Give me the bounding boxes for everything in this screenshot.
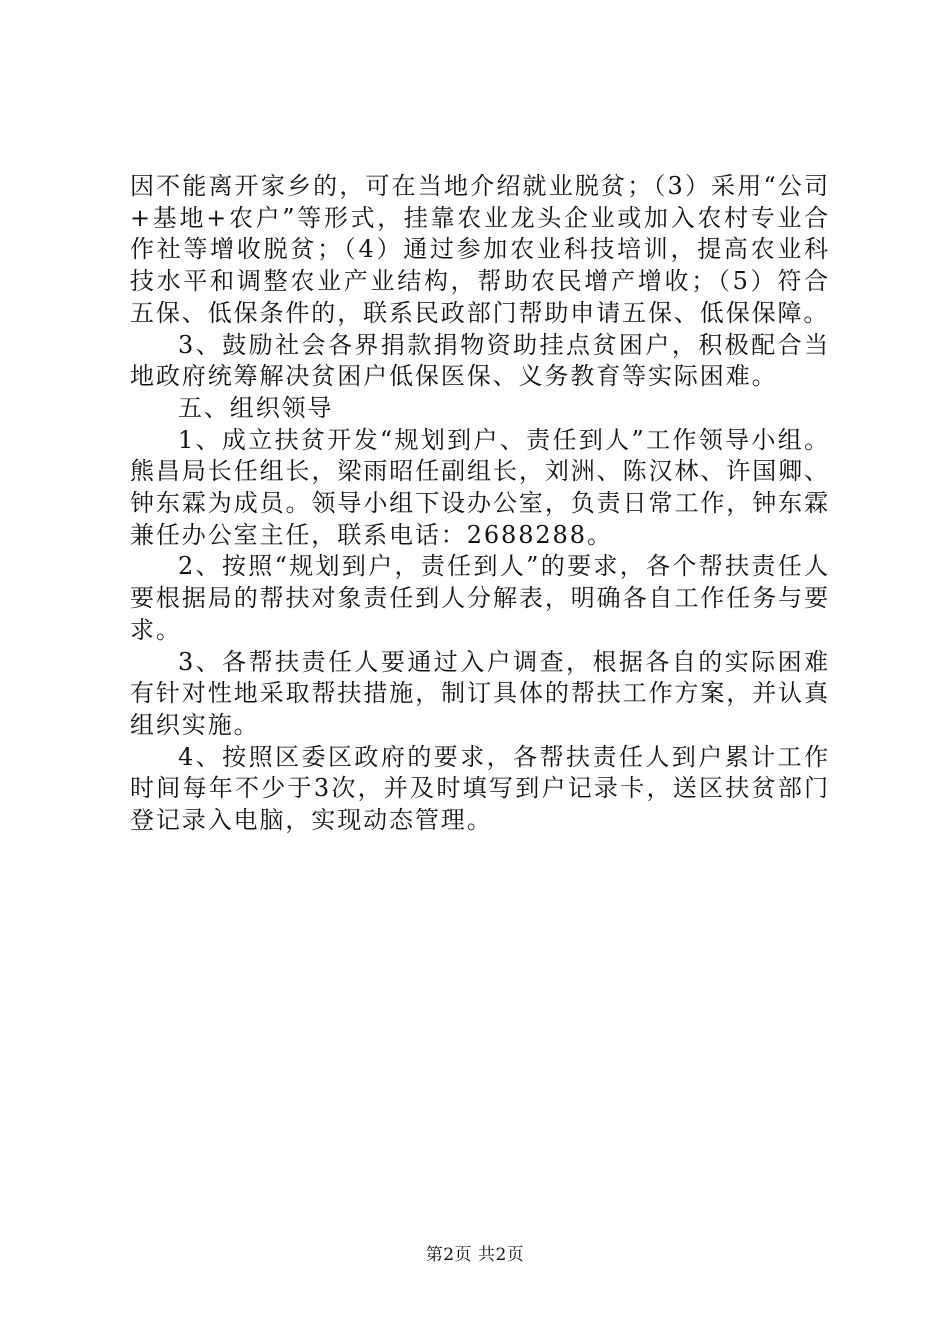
paragraph-item-3-household-survey: 3、各帮扶责任人要通过入户调查，根据各自的实际困难有针对性地采取帮扶措施，制订具体的帮扶工作方案，并认真组织实施。 bbox=[130, 647, 830, 739]
paragraph-item-3-social-donation: 3、鼓励社会各界捐款捐物资助挂点贫困户，积极配合当地政府统筹解决贫困户低保医保、义务教育等实际困难。 bbox=[130, 330, 830, 391]
document-body bbox=[130, 171, 830, 837]
paragraph-item-2-requirements: 2、按照“规划到户，责任到人”的要求，各个帮扶责任人要根据局的帮扶对象责任到人分解表，明确各自工作任务与要求。 bbox=[130, 552, 830, 644]
page-number-footer: 第2页 共2页 bbox=[425, 1245, 525, 1265]
section-heading-organization-leadership: 五、组织领导 bbox=[178, 393, 334, 422]
paragraph-item-4-visit-records: 4、按照区委区政府的要求，各帮扶责任人到户累计工作时间每年不少于3次，并及时填写到户记录卡，送区扶贫部门登记录入电脑，实现动态管理。 bbox=[130, 742, 830, 835]
paragraph-continued: 因不能离开家乡的，可在当地介绍就业脱贫；（3）采用“公司+基地+农户”等形式，挂靠农业龙头企业或加入农村专业合作社等增收脱贫；（4）通过参加农业科技培训，提高农业科技水平和调整农业产业结构，帮助农民增产增收；（5）符合五保、低保条件的，联系民政部门帮助申请五保、低保保障。 bbox=[130, 172, 830, 327]
paragraph-item-1-leading-group: 1、成立扶贫开发“规划到户、责任到人”工作领导小组。熊昌局长任组长，梁雨昭任副组长，刘洲、陈汉林、许国卿、钟东霖为成员。领导小组下设办公室，负责日常工作，钟东霖兼任办公室主任，联系电话：2688288。 bbox=[130, 425, 830, 549]
